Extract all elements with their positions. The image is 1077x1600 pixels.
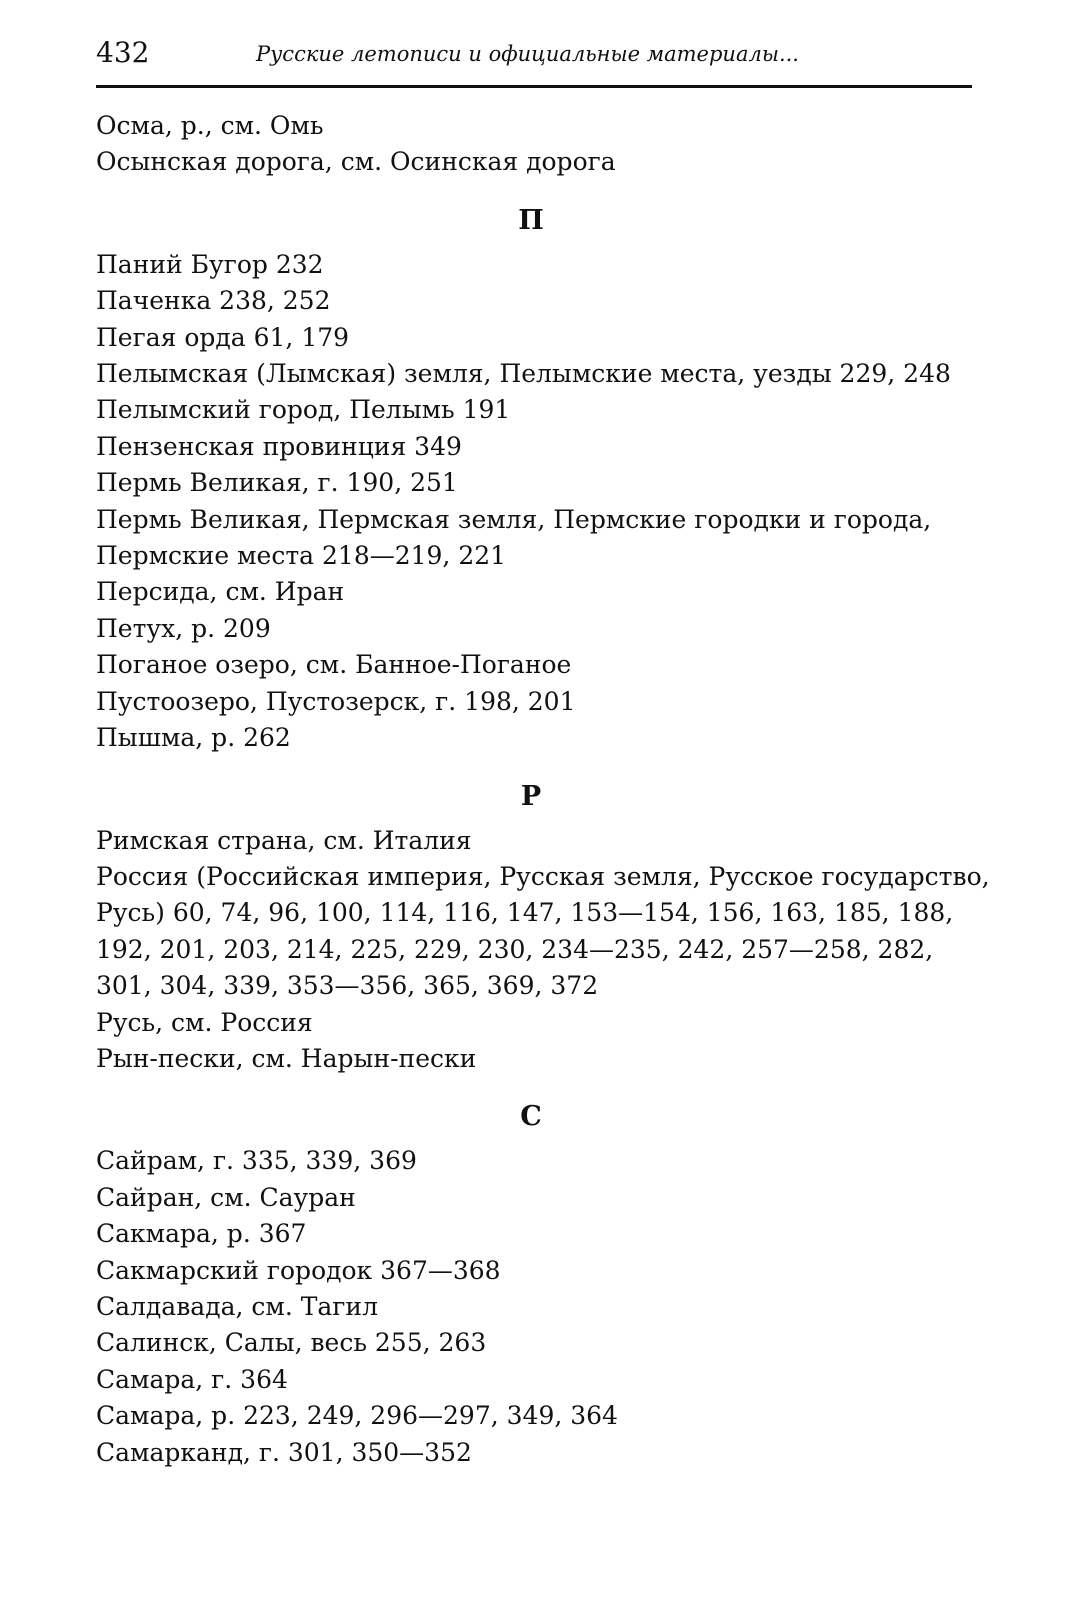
- index-entry: Пышма, р. 262: [96, 723, 291, 753]
- index-entry: Рын-пески, см. Нарын-пески: [96, 1043, 477, 1073]
- index-entry: Самарканд, г. 301, 350—352: [96, 1437, 472, 1467]
- section-letter: С: [520, 1101, 542, 1133]
- index-entry: Пелымская (Лымская) земля, Пелымские места, уезды 229, 248: [96, 359, 951, 389]
- page-number: 432: [96, 36, 150, 69]
- index-entry: Салдавада, см. Тагил: [96, 1291, 378, 1321]
- running-title: Русские летописи и официальные материалы...: [256, 42, 799, 66]
- index-entry: Петух, р. 209: [96, 613, 271, 643]
- index-entry: Осынская дорога, см. Осинская дорога: [96, 147, 616, 177]
- index-entry: Римская страна, см. Италия: [96, 825, 472, 855]
- index-entry: Пермь Великая, г. 190, 251: [96, 468, 458, 498]
- index-entry: Осма, р., см. Омь: [96, 111, 324, 140]
- index-entry: Салинск, Салы, весь 255, 263: [96, 1328, 487, 1358]
- page-header: [96, 30, 976, 80]
- index-entry: Персида, см. Иран: [96, 577, 345, 607]
- index-entry: Пермь Великая, Пермская земля, Пермские городки и города,: [96, 504, 932, 534]
- index-entry: Паченка 238, 252: [96, 286, 331, 316]
- section-letter: Р: [520, 780, 542, 812]
- index-entry: Поганое озеро, см. Банное-Поганое: [96, 650, 572, 680]
- header-rule: [96, 85, 972, 88]
- index-entry: Сайран, см. Сауран: [96, 1182, 356, 1212]
- index-entry: Самара, р. 223, 249, 296—297, 349, 364: [96, 1401, 618, 1431]
- index-entry: Самара, г. 364: [96, 1364, 288, 1394]
- index-entry: Русь, см. Россия: [96, 1007, 313, 1037]
- index-body: [96, 108, 990, 1471]
- index-entry: Сакмара, р. 367: [96, 1219, 307, 1249]
- index-entry: Пермские места 218—219, 221: [96, 541, 507, 571]
- index-entry: Пензенская провинция 349: [96, 431, 462, 461]
- index-entry: Пустоозеро, Пустозерск, г. 198, 201: [96, 686, 576, 716]
- index-entry: 192, 201, 203, 214, 225, 229, 230, 234—235, 242, 257—258, 282,: [96, 934, 934, 964]
- index-entry: Россия (Российская империя, Русская земля, Русское государство,: [96, 861, 990, 891]
- index-entry: Пелымский город, Пелымь 191: [96, 395, 511, 425]
- index-entry: 301, 304, 339, 353—356, 365, 369, 372: [96, 971, 599, 1001]
- index-entry: Сайрам, г. 335, 339, 369: [96, 1146, 417, 1176]
- index-section-r: [96, 779, 990, 1078]
- index-section-p: [96, 203, 976, 757]
- section-letter: П: [518, 204, 544, 236]
- index-entry: Сакмарский городок 367—368: [96, 1255, 501, 1285]
- index-entry: Русь) 60, 74, 96, 100, 114, 116, 147, 153—154, 156, 163, 185, 188,: [96, 898, 954, 928]
- index-entry: Паний Бугор 232: [96, 249, 324, 279]
- index-section-continuation: [96, 108, 976, 181]
- index-entry: Пегая орда 61, 179: [96, 322, 350, 352]
- index-section-s: [96, 1099, 976, 1471]
